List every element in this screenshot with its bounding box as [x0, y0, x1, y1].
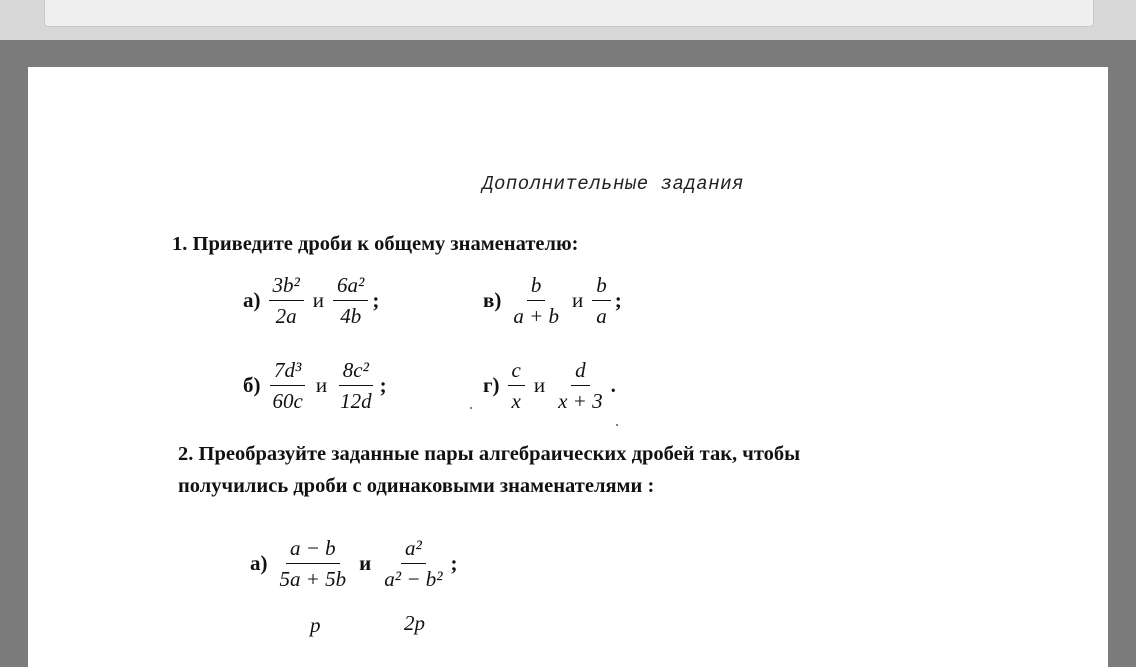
- numerator: 3b²: [269, 272, 304, 301]
- fraction: [276, 535, 351, 592]
- task2-title-line1: 2. Преобразуйте заданные пары алгебраических дробей так, чтобы: [178, 443, 801, 465]
- conjunction: и: [533, 373, 546, 397]
- conjunction: и: [312, 288, 325, 312]
- numerator: b: [527, 272, 546, 301]
- fraction: [508, 357, 525, 414]
- numerator: 7d³: [270, 357, 305, 386]
- fraction: [554, 357, 607, 414]
- punctuation: ;: [614, 288, 622, 312]
- task1-item-b: [243, 357, 387, 414]
- punctuation: .: [610, 373, 616, 397]
- toolbar-panel: [44, 0, 1094, 27]
- scan-speck: [470, 407, 472, 409]
- punctuation: ;: [379, 373, 387, 397]
- denominator: 12d: [340, 389, 372, 413]
- denominator: 60c: [272, 389, 303, 413]
- task1-item-v: [483, 272, 622, 329]
- item-label: а): [243, 288, 261, 312]
- task2-item-b-numerator-1: p: [310, 613, 321, 637]
- task2-item-a: [250, 535, 458, 592]
- fraction: [336, 357, 376, 414]
- task1-title: 1. Приведите дроби к общему знаменателю:: [172, 233, 579, 255]
- punctuation: ;: [372, 288, 380, 312]
- denominator: a + b: [513, 304, 560, 328]
- document-page: [28, 67, 1108, 667]
- numerator: a²: [401, 535, 426, 564]
- numerator: 6a²: [333, 272, 368, 301]
- item-label: г): [483, 373, 500, 397]
- conjunction: и: [315, 373, 328, 397]
- scan-speck: [616, 424, 618, 426]
- numerator: d: [571, 357, 590, 386]
- denominator: 4b: [340, 304, 362, 328]
- viewer-toolbar: [0, 0, 1136, 40]
- item-label: в): [483, 288, 502, 312]
- punctuation: ;: [450, 551, 458, 575]
- task2-item-b-numerator-2: 2p: [404, 611, 425, 635]
- conjunction: и: [572, 288, 584, 312]
- denominator: a² − b²: [384, 567, 443, 591]
- numerator: 8c²: [339, 357, 373, 386]
- task1-item-a: [243, 272, 379, 329]
- fraction: [592, 272, 611, 329]
- fraction: [333, 272, 368, 329]
- fraction: [509, 272, 563, 329]
- item-label: а): [250, 551, 268, 575]
- denominator: a: [596, 304, 607, 328]
- fraction: [269, 357, 307, 414]
- page-heading: Дополнительные задания: [482, 173, 744, 195]
- fraction: [269, 272, 304, 329]
- task1-item-g: [483, 357, 616, 414]
- denominator: x + 3: [558, 389, 603, 413]
- denominator: x: [511, 389, 521, 413]
- denominator: 5a + 5b: [279, 567, 347, 591]
- item-label: б): [243, 373, 261, 397]
- conjunction: и: [359, 551, 372, 575]
- fraction: [380, 535, 446, 592]
- denominator: 2a: [275, 304, 297, 328]
- numerator: b: [592, 272, 611, 301]
- numerator: a − b: [286, 535, 340, 564]
- numerator: c: [508, 357, 525, 386]
- task2-title-line2: получились дроби с одинаковыми знаменателями :: [178, 475, 655, 497]
